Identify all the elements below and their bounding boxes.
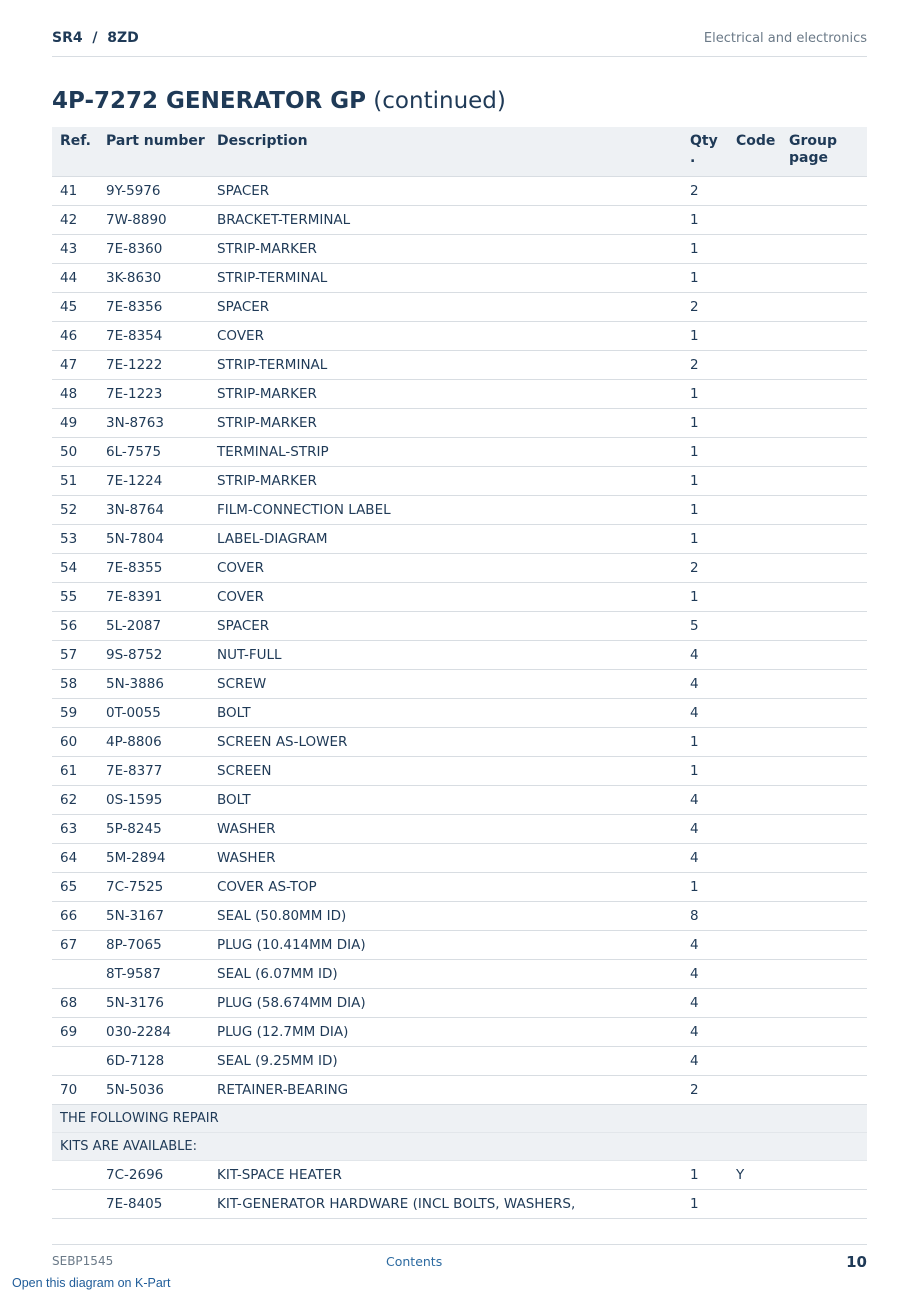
cell-group-page [781, 843, 867, 872]
cell-part-number: 7E-8377 [98, 756, 209, 785]
cell-group-page [781, 1017, 867, 1046]
cell-code [728, 234, 781, 263]
cell-part-number: 8P-7065 [98, 930, 209, 959]
cell-part-number: 6L-7575 [98, 437, 209, 466]
cell-ref: 56 [52, 611, 98, 640]
cell-part-number: 7E-1222 [98, 350, 209, 379]
cell-qty: 4 [682, 785, 728, 814]
cell-part-number: 6D-7128 [98, 1046, 209, 1075]
table-header-row [52, 127, 867, 176]
cell-part-number: 7C-7525 [98, 872, 209, 901]
cell-description: SPACER [209, 176, 682, 205]
cell-description: SEAL (50.80MM ID) [209, 901, 682, 930]
cell-group-page [781, 988, 867, 1017]
note-text: THE FOLLOWING REPAIR [52, 1104, 867, 1132]
cell-description: SPACER [209, 292, 682, 321]
cell-part-number: 5M-2894 [98, 843, 209, 872]
cell-description: COVER [209, 553, 682, 582]
cell-part-number: 9Y-5976 [98, 176, 209, 205]
cell-description: SCREEN AS-LOWER [209, 727, 682, 756]
cell-qty: 2 [682, 350, 728, 379]
cell-qty: 1 [682, 466, 728, 495]
cell-part-number: 7E-8356 [98, 292, 209, 321]
cell-description: PLUG (58.674MM DIA) [209, 988, 682, 1017]
cell-part-number: 5N-3167 [98, 901, 209, 930]
table-row [52, 785, 867, 814]
section-category: Electrical and electronics [703, 31, 867, 46]
cell-group-page [781, 814, 867, 843]
cell-description: WASHER [209, 814, 682, 843]
cell-description: STRIP-MARKER [209, 379, 682, 408]
cell-qty: 4 [682, 1046, 728, 1075]
cell-code [728, 321, 781, 350]
page-header [52, 28, 867, 57]
cell-code [728, 292, 781, 321]
cell-part-number: 5N-7804 [98, 524, 209, 553]
cell-part-number: 0S-1595 [98, 785, 209, 814]
cell-group-page [781, 292, 867, 321]
cell-description: COVER [209, 321, 682, 350]
cell-code [728, 930, 781, 959]
cell-ref [52, 1160, 98, 1189]
cell-code [728, 1189, 781, 1218]
cell-code [728, 553, 781, 582]
cell-code [728, 524, 781, 553]
cell-part-number: 5P-8245 [98, 814, 209, 843]
cell-code [728, 988, 781, 1017]
cell-qty: 1 [682, 408, 728, 437]
table-row [52, 582, 867, 611]
cell-group-page [781, 727, 867, 756]
cell-part-number: 7E-8354 [98, 321, 209, 350]
table-row [52, 263, 867, 292]
cell-part-number: 0T-0055 [98, 698, 209, 727]
page-number: 10 [846, 1253, 867, 1271]
cell-code [728, 263, 781, 292]
table-row [52, 988, 867, 1017]
cell-part-number: 3N-8763 [98, 408, 209, 437]
document-id: SEBP1545 [52, 1254, 114, 1268]
cell-description: COVER [209, 582, 682, 611]
cell-ref: 48 [52, 379, 98, 408]
cell-code [728, 814, 781, 843]
cell-group-page [781, 901, 867, 930]
table-row [52, 176, 867, 205]
cell-description: PLUG (10.414MM DIA) [209, 930, 682, 959]
header-description: Description [209, 127, 682, 176]
cell-part-number: 9S-8752 [98, 640, 209, 669]
title-suffix: (continued) [366, 88, 506, 114]
cell-description: STRIP-MARKER [209, 408, 682, 437]
cell-part-number: 5L-2087 [98, 611, 209, 640]
cell-group-page [781, 234, 867, 263]
cell-code [728, 872, 781, 901]
header-group-page: Group page [781, 127, 867, 176]
table-row [52, 756, 867, 785]
cell-code [728, 669, 781, 698]
cell-code [728, 756, 781, 785]
table-row [52, 872, 867, 901]
cell-qty: 2 [682, 1075, 728, 1104]
table-row [52, 1046, 867, 1075]
cell-part-number: 5N-3176 [98, 988, 209, 1017]
cell-group-page [781, 756, 867, 785]
cell-ref: 63 [52, 814, 98, 843]
table-row [52, 234, 867, 263]
cell-group-page [781, 785, 867, 814]
cell-part-number: 5N-5036 [98, 1075, 209, 1104]
page-footer [52, 1244, 867, 1275]
cell-code [728, 611, 781, 640]
table-row [52, 379, 867, 408]
cell-code [728, 640, 781, 669]
cell-part-number: 7C-2696 [98, 1160, 209, 1189]
cell-ref: 41 [52, 176, 98, 205]
cell-description: FILM-CONNECTION LABEL [209, 495, 682, 524]
cell-ref: 53 [52, 524, 98, 553]
cell-ref: 69 [52, 1017, 98, 1046]
table-row [52, 930, 867, 959]
cell-group-page [781, 1075, 867, 1104]
cell-description: BOLT [209, 785, 682, 814]
cell-description: STRIP-TERMINAL [209, 263, 682, 292]
cell-description: BRACKET-TERMINAL [209, 205, 682, 234]
cell-ref: 44 [52, 263, 98, 292]
cell-part-number: 7E-8405 [98, 1189, 209, 1218]
note-text: KITS ARE AVAILABLE: [52, 1132, 867, 1160]
cell-qty: 1 [682, 1189, 728, 1218]
cell-qty: 1 [682, 756, 728, 785]
table-row [52, 495, 867, 524]
cell-group-page [781, 640, 867, 669]
cell-part-number: 8T-9587 [98, 959, 209, 988]
cell-description: RETAINER-BEARING [209, 1075, 682, 1104]
cell-group-page [781, 466, 867, 495]
cell-code [728, 176, 781, 205]
table-row [52, 292, 867, 321]
cell-code [728, 582, 781, 611]
cell-description: BOLT [209, 698, 682, 727]
cell-ref: 45 [52, 292, 98, 321]
cell-ref: 70 [52, 1075, 98, 1104]
cell-qty: 4 [682, 843, 728, 872]
table-row [52, 1017, 867, 1046]
cell-code [728, 466, 781, 495]
cell-group-page [781, 205, 867, 234]
header-qty: Qty . [682, 127, 728, 176]
cell-group-page [781, 669, 867, 698]
cell-part-number: 5N-3886 [98, 669, 209, 698]
table-row [52, 698, 867, 727]
cell-qty: 4 [682, 988, 728, 1017]
cell-code: Y [728, 1160, 781, 1189]
cell-description: SCREEN [209, 756, 682, 785]
cell-ref: 64 [52, 843, 98, 872]
table-row [52, 350, 867, 379]
cell-description: SCREW [209, 669, 682, 698]
cell-qty: 1 [682, 727, 728, 756]
cell-group-page [781, 524, 867, 553]
cell-group-page [781, 698, 867, 727]
cell-part-number: 7E-8360 [98, 234, 209, 263]
cell-qty: 1 [682, 205, 728, 234]
cell-qty: 4 [682, 959, 728, 988]
cell-description: COVER AS-TOP [209, 872, 682, 901]
cell-code [728, 843, 781, 872]
cell-ref: 60 [52, 727, 98, 756]
note-row [52, 1104, 867, 1132]
cell-code [728, 785, 781, 814]
cell-ref: 51 [52, 466, 98, 495]
cell-qty: 1 [682, 582, 728, 611]
table-row [52, 959, 867, 988]
cell-qty: 4 [682, 814, 728, 843]
cell-description: STRIP-MARKER [209, 234, 682, 263]
cell-code [728, 901, 781, 930]
cell-description: SEAL (6.07MM ID) [209, 959, 682, 988]
cell-group-page [781, 959, 867, 988]
cell-group-page [781, 872, 867, 901]
cell-group-page [781, 350, 867, 379]
cell-description: TERMINAL-STRIP [209, 437, 682, 466]
cell-qty: 1 [682, 321, 728, 350]
cell-qty: 4 [682, 930, 728, 959]
cell-group-page [781, 1046, 867, 1075]
cell-part-number: 3N-8764 [98, 495, 209, 524]
cell-ref [52, 959, 98, 988]
cell-ref: 67 [52, 930, 98, 959]
cell-code [728, 205, 781, 234]
cell-qty: 1 [682, 437, 728, 466]
cell-description: SEAL (9.25MM ID) [209, 1046, 682, 1075]
cell-ref: 62 [52, 785, 98, 814]
cell-description: LABEL-DIAGRAM [209, 524, 682, 553]
cell-qty: 2 [682, 553, 728, 582]
table-row [52, 437, 867, 466]
cell-group-page [781, 408, 867, 437]
cell-ref: 58 [52, 669, 98, 698]
cell-part-number: 7E-1224 [98, 466, 209, 495]
cell-ref: 66 [52, 901, 98, 930]
table-row [52, 408, 867, 437]
cell-qty: 1 [682, 379, 728, 408]
table-row [52, 553, 867, 582]
table-row [52, 1075, 867, 1104]
cell-group-page [781, 1160, 867, 1189]
cell-qty: 2 [682, 176, 728, 205]
cell-qty: 1 [682, 495, 728, 524]
cell-qty: 4 [682, 640, 728, 669]
cell-code [728, 437, 781, 466]
cell-description: WASHER [209, 843, 682, 872]
page-title [52, 88, 506, 114]
cell-part-number: 7E-8355 [98, 553, 209, 582]
cell-ref: 43 [52, 234, 98, 263]
cell-qty: 1 [682, 524, 728, 553]
cell-group-page [781, 611, 867, 640]
cell-description: PLUG (12.7MM DIA) [209, 1017, 682, 1046]
cell-code [728, 1017, 781, 1046]
cell-qty: 4 [682, 669, 728, 698]
cell-description: NUT-FULL [209, 640, 682, 669]
cell-ref: 50 [52, 437, 98, 466]
breadcrumb: SR4 / 8ZD [52, 30, 139, 46]
cell-ref: 46 [52, 321, 98, 350]
table-row [52, 901, 867, 930]
cell-code [728, 408, 781, 437]
cell-ref: 55 [52, 582, 98, 611]
cell-part-number: 3K-8630 [98, 263, 209, 292]
table-row [52, 524, 867, 553]
cell-ref: 57 [52, 640, 98, 669]
table-row [52, 466, 867, 495]
table-row [52, 814, 867, 843]
cell-code [728, 379, 781, 408]
header-part-number: Part number [98, 127, 209, 176]
cell-description: SPACER [209, 611, 682, 640]
cell-ref: 42 [52, 205, 98, 234]
cell-ref: 59 [52, 698, 98, 727]
cell-qty: 4 [682, 698, 728, 727]
cell-code [728, 1046, 781, 1075]
cell-part-number: 7E-8391 [98, 582, 209, 611]
cell-qty: 4 [682, 1017, 728, 1046]
header-code: Code [728, 127, 781, 176]
cell-ref [52, 1189, 98, 1218]
cell-description: STRIP-MARKER [209, 466, 682, 495]
cell-group-page [781, 321, 867, 350]
table-row [52, 640, 867, 669]
cell-code [728, 727, 781, 756]
parts-table [52, 127, 867, 1219]
cell-qty: 1 [682, 234, 728, 263]
cell-code [728, 698, 781, 727]
table-row [52, 727, 867, 756]
cell-ref: 49 [52, 408, 98, 437]
cell-ref [52, 1046, 98, 1075]
kit-row [52, 1189, 867, 1218]
cell-code [728, 1075, 781, 1104]
table-row [52, 321, 867, 350]
table-row [52, 205, 867, 234]
cell-ref: 68 [52, 988, 98, 1017]
cell-ref: 54 [52, 553, 98, 582]
cell-code [728, 495, 781, 524]
cell-group-page [781, 1189, 867, 1218]
open-kpart-diagram-link[interactable]: Open this diagram on K-Part [12, 1276, 171, 1290]
cell-group-page [781, 176, 867, 205]
table-row [52, 669, 867, 698]
cell-ref: 65 [52, 872, 98, 901]
table-row [52, 611, 867, 640]
cell-group-page [781, 582, 867, 611]
cell-code [728, 959, 781, 988]
cell-group-page [781, 495, 867, 524]
cell-description: STRIP-TERMINAL [209, 350, 682, 379]
cell-group-page [781, 437, 867, 466]
cell-qty: 2 [682, 292, 728, 321]
kit-row [52, 1160, 867, 1189]
cell-group-page [781, 930, 867, 959]
cell-group-page [781, 263, 867, 292]
title-main: 4P-7272 GENERATOR GP [52, 88, 366, 114]
cell-group-page [781, 553, 867, 582]
cell-ref: 52 [52, 495, 98, 524]
cell-qty: 1 [682, 263, 728, 292]
cell-part-number: 7E-1223 [98, 379, 209, 408]
cell-ref: 61 [52, 756, 98, 785]
cell-qty: 8 [682, 901, 728, 930]
cell-group-page [781, 379, 867, 408]
cell-part-number: 4P-8806 [98, 727, 209, 756]
cell-description: KIT-SPACE HEATER [209, 1160, 682, 1189]
cell-qty: 1 [682, 1160, 728, 1189]
cell-part-number: 7W-8890 [98, 205, 209, 234]
table-row [52, 843, 867, 872]
header-ref: Ref. [52, 127, 98, 176]
cell-qty: 1 [682, 872, 728, 901]
cell-code [728, 350, 781, 379]
cell-part-number: 030-2284 [98, 1017, 209, 1046]
cell-ref: 47 [52, 350, 98, 379]
cell-qty: 5 [682, 611, 728, 640]
cell-description: KIT-GENERATOR HARDWARE (INCL BOLTS, WASHERS, [209, 1189, 682, 1218]
note-row [52, 1132, 867, 1160]
contents-link[interactable]: Contents [386, 1254, 443, 1269]
